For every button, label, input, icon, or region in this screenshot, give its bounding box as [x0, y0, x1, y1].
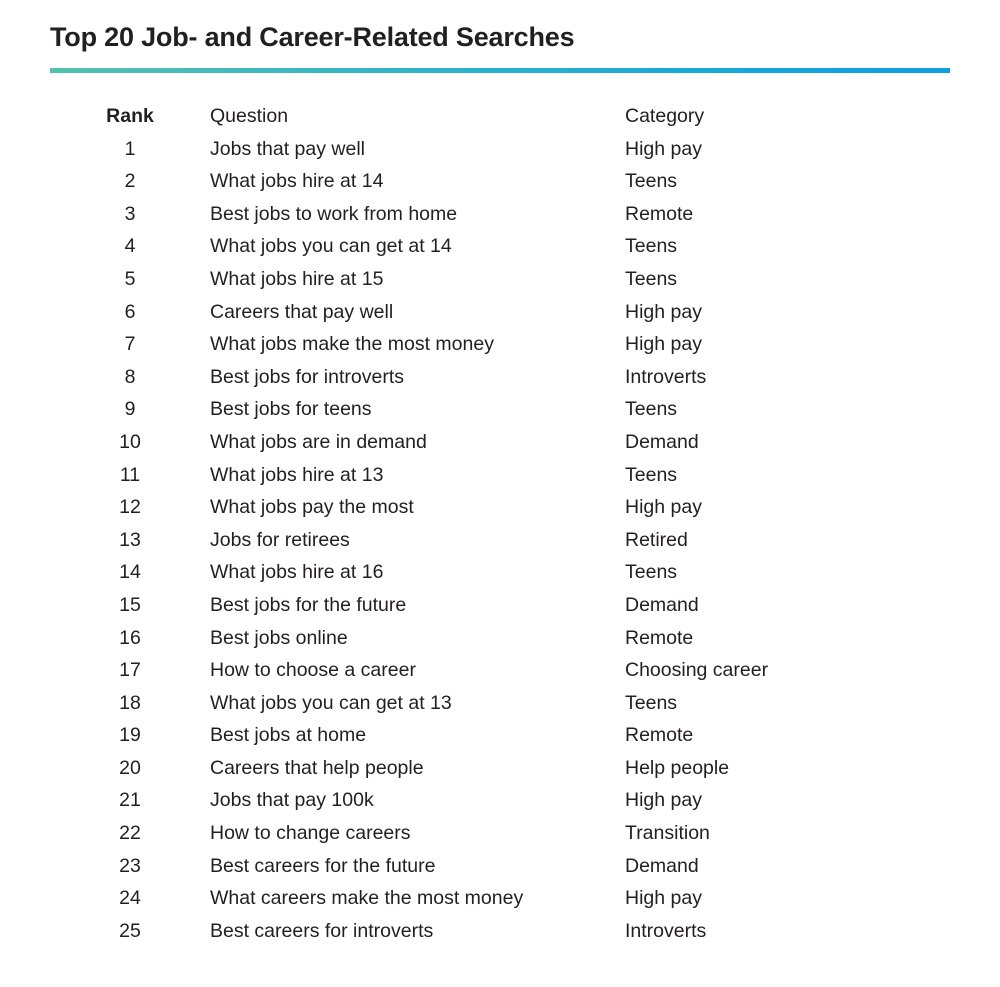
table-body: [50, 133, 950, 948]
cell-rank: 17: [119, 659, 141, 682]
cell-question: Jobs for retirees: [210, 528, 350, 551]
cell-question: How to choose a career: [210, 659, 416, 682]
cell-question: Best jobs for introverts: [210, 365, 404, 388]
cell-rank: 8: [124, 365, 136, 388]
cell-question: Careers that pay well: [210, 300, 394, 323]
page-title: Top 20 Job- and Career-Related Searches: [50, 22, 575, 52]
cell-category: Remote: [625, 626, 694, 649]
table-row: [50, 263, 950, 296]
table-row: [50, 296, 950, 329]
table-row: [50, 589, 950, 622]
cell-category: Teens: [625, 235, 678, 258]
cell-category: Remote: [625, 724, 694, 747]
cell-question: What jobs pay the most: [210, 496, 414, 519]
cell-rank: 15: [119, 593, 141, 616]
cell-question: What jobs hire at 14: [210, 170, 384, 193]
table-row: [50, 752, 950, 785]
table-header: [50, 100, 950, 133]
cell-rank: 22: [119, 822, 141, 845]
cell-question: Careers that help people: [210, 756, 424, 779]
searches-table: [50, 100, 950, 947]
column-header-question: Question: [210, 105, 289, 127]
cell-question: Best careers for the future: [210, 854, 436, 877]
cell-category: Teens: [625, 691, 678, 714]
cell-question: What jobs hire at 13: [210, 463, 384, 486]
cell-rank: 24: [119, 887, 141, 910]
cell-rank: 20: [119, 756, 141, 779]
cell-rank: 25: [119, 919, 141, 942]
cell-category: High pay: [625, 789, 702, 812]
cell-rank: 12: [119, 496, 141, 519]
cell-category: Remote: [625, 202, 694, 225]
cell-question: What jobs you can get at 14: [210, 235, 452, 258]
table-row: [50, 165, 950, 198]
column-header-category: Category: [625, 105, 705, 127]
cell-rank: 13: [119, 528, 141, 551]
cell-category: Introverts: [625, 365, 707, 388]
cell-question: Best jobs for teens: [210, 398, 372, 421]
cell-rank: 21: [119, 789, 141, 812]
table-header-row: [50, 100, 950, 133]
cell-question: What jobs you can get at 13: [210, 691, 452, 714]
cell-rank: 10: [119, 430, 141, 453]
cell-category: High pay: [625, 300, 702, 323]
cell-rank: 3: [124, 202, 136, 225]
table-row: [50, 556, 950, 589]
title-divider: [50, 68, 950, 73]
cell-category: Teens: [625, 561, 678, 584]
cell-category: Teens: [625, 170, 678, 193]
cell-category: High pay: [625, 333, 702, 356]
cell-rank: 1: [124, 137, 136, 160]
cell-question: Best careers for introverts: [210, 919, 434, 942]
table-row: [50, 426, 950, 459]
table-row: [50, 230, 950, 263]
cell-rank: 4: [124, 235, 136, 258]
cell-category: Introverts: [625, 919, 707, 942]
table-row: [50, 687, 950, 720]
cell-category: Demand: [625, 430, 699, 453]
cell-question: Best jobs at home: [210, 724, 367, 747]
cell-question: Best jobs online: [210, 626, 348, 649]
cell-question: What jobs hire at 16: [210, 561, 384, 584]
cell-category: High pay: [625, 137, 702, 160]
table-row: [50, 719, 950, 752]
cell-rank: 19: [119, 724, 141, 747]
table-row: [50, 361, 950, 394]
table-row: [50, 654, 950, 687]
cell-category: Demand: [625, 854, 699, 877]
cell-category: Demand: [625, 593, 699, 616]
cell-rank: 5: [124, 267, 136, 290]
table-row: [50, 393, 950, 426]
table-row: [50, 459, 950, 492]
cell-rank: 2: [124, 170, 136, 193]
table-row: [50, 524, 950, 557]
table-row: [50, 784, 950, 817]
cell-question: What careers make the most money: [210, 887, 524, 910]
cell-rank: 18: [119, 691, 141, 714]
table-row: [50, 882, 950, 915]
cell-rank: 6: [124, 300, 136, 323]
table-row: [50, 817, 950, 850]
cell-category: High pay: [625, 887, 702, 910]
cell-category: High pay: [625, 496, 702, 519]
cell-question: Jobs that pay 100k: [210, 789, 374, 812]
cell-question: What jobs hire at 15: [210, 267, 384, 290]
table-row: [50, 198, 950, 231]
cell-rank: 9: [124, 398, 136, 421]
cell-category: Teens: [625, 398, 678, 421]
column-header-rank: Rank: [106, 105, 154, 127]
cell-category: Help people: [625, 756, 730, 779]
table-row: [50, 491, 950, 524]
cell-rank: 23: [119, 854, 141, 877]
cell-rank: 11: [119, 463, 141, 486]
cell-question: Best jobs for the future: [210, 593, 407, 616]
cell-question: What jobs make the most money: [210, 333, 494, 356]
cell-rank: 16: [119, 626, 141, 649]
cell-rank: 14: [119, 561, 141, 584]
cell-category: Teens: [625, 267, 678, 290]
cell-category: Transition: [625, 822, 710, 845]
cell-question: What jobs are in demand: [210, 430, 427, 453]
cell-question: How to change careers: [210, 822, 411, 845]
cell-category: Teens: [625, 463, 678, 486]
cell-category: Retired: [625, 528, 688, 551]
table-row: [50, 915, 950, 948]
cell-category: Choosing career: [625, 659, 769, 682]
cell-question: Best jobs to work from home: [210, 202, 458, 225]
table-row: [50, 850, 950, 883]
table-row: [50, 133, 950, 166]
cell-rank: 7: [124, 333, 136, 356]
cell-question: Jobs that pay well: [210, 137, 366, 160]
table-row: [50, 328, 950, 361]
table-row: [50, 622, 950, 655]
